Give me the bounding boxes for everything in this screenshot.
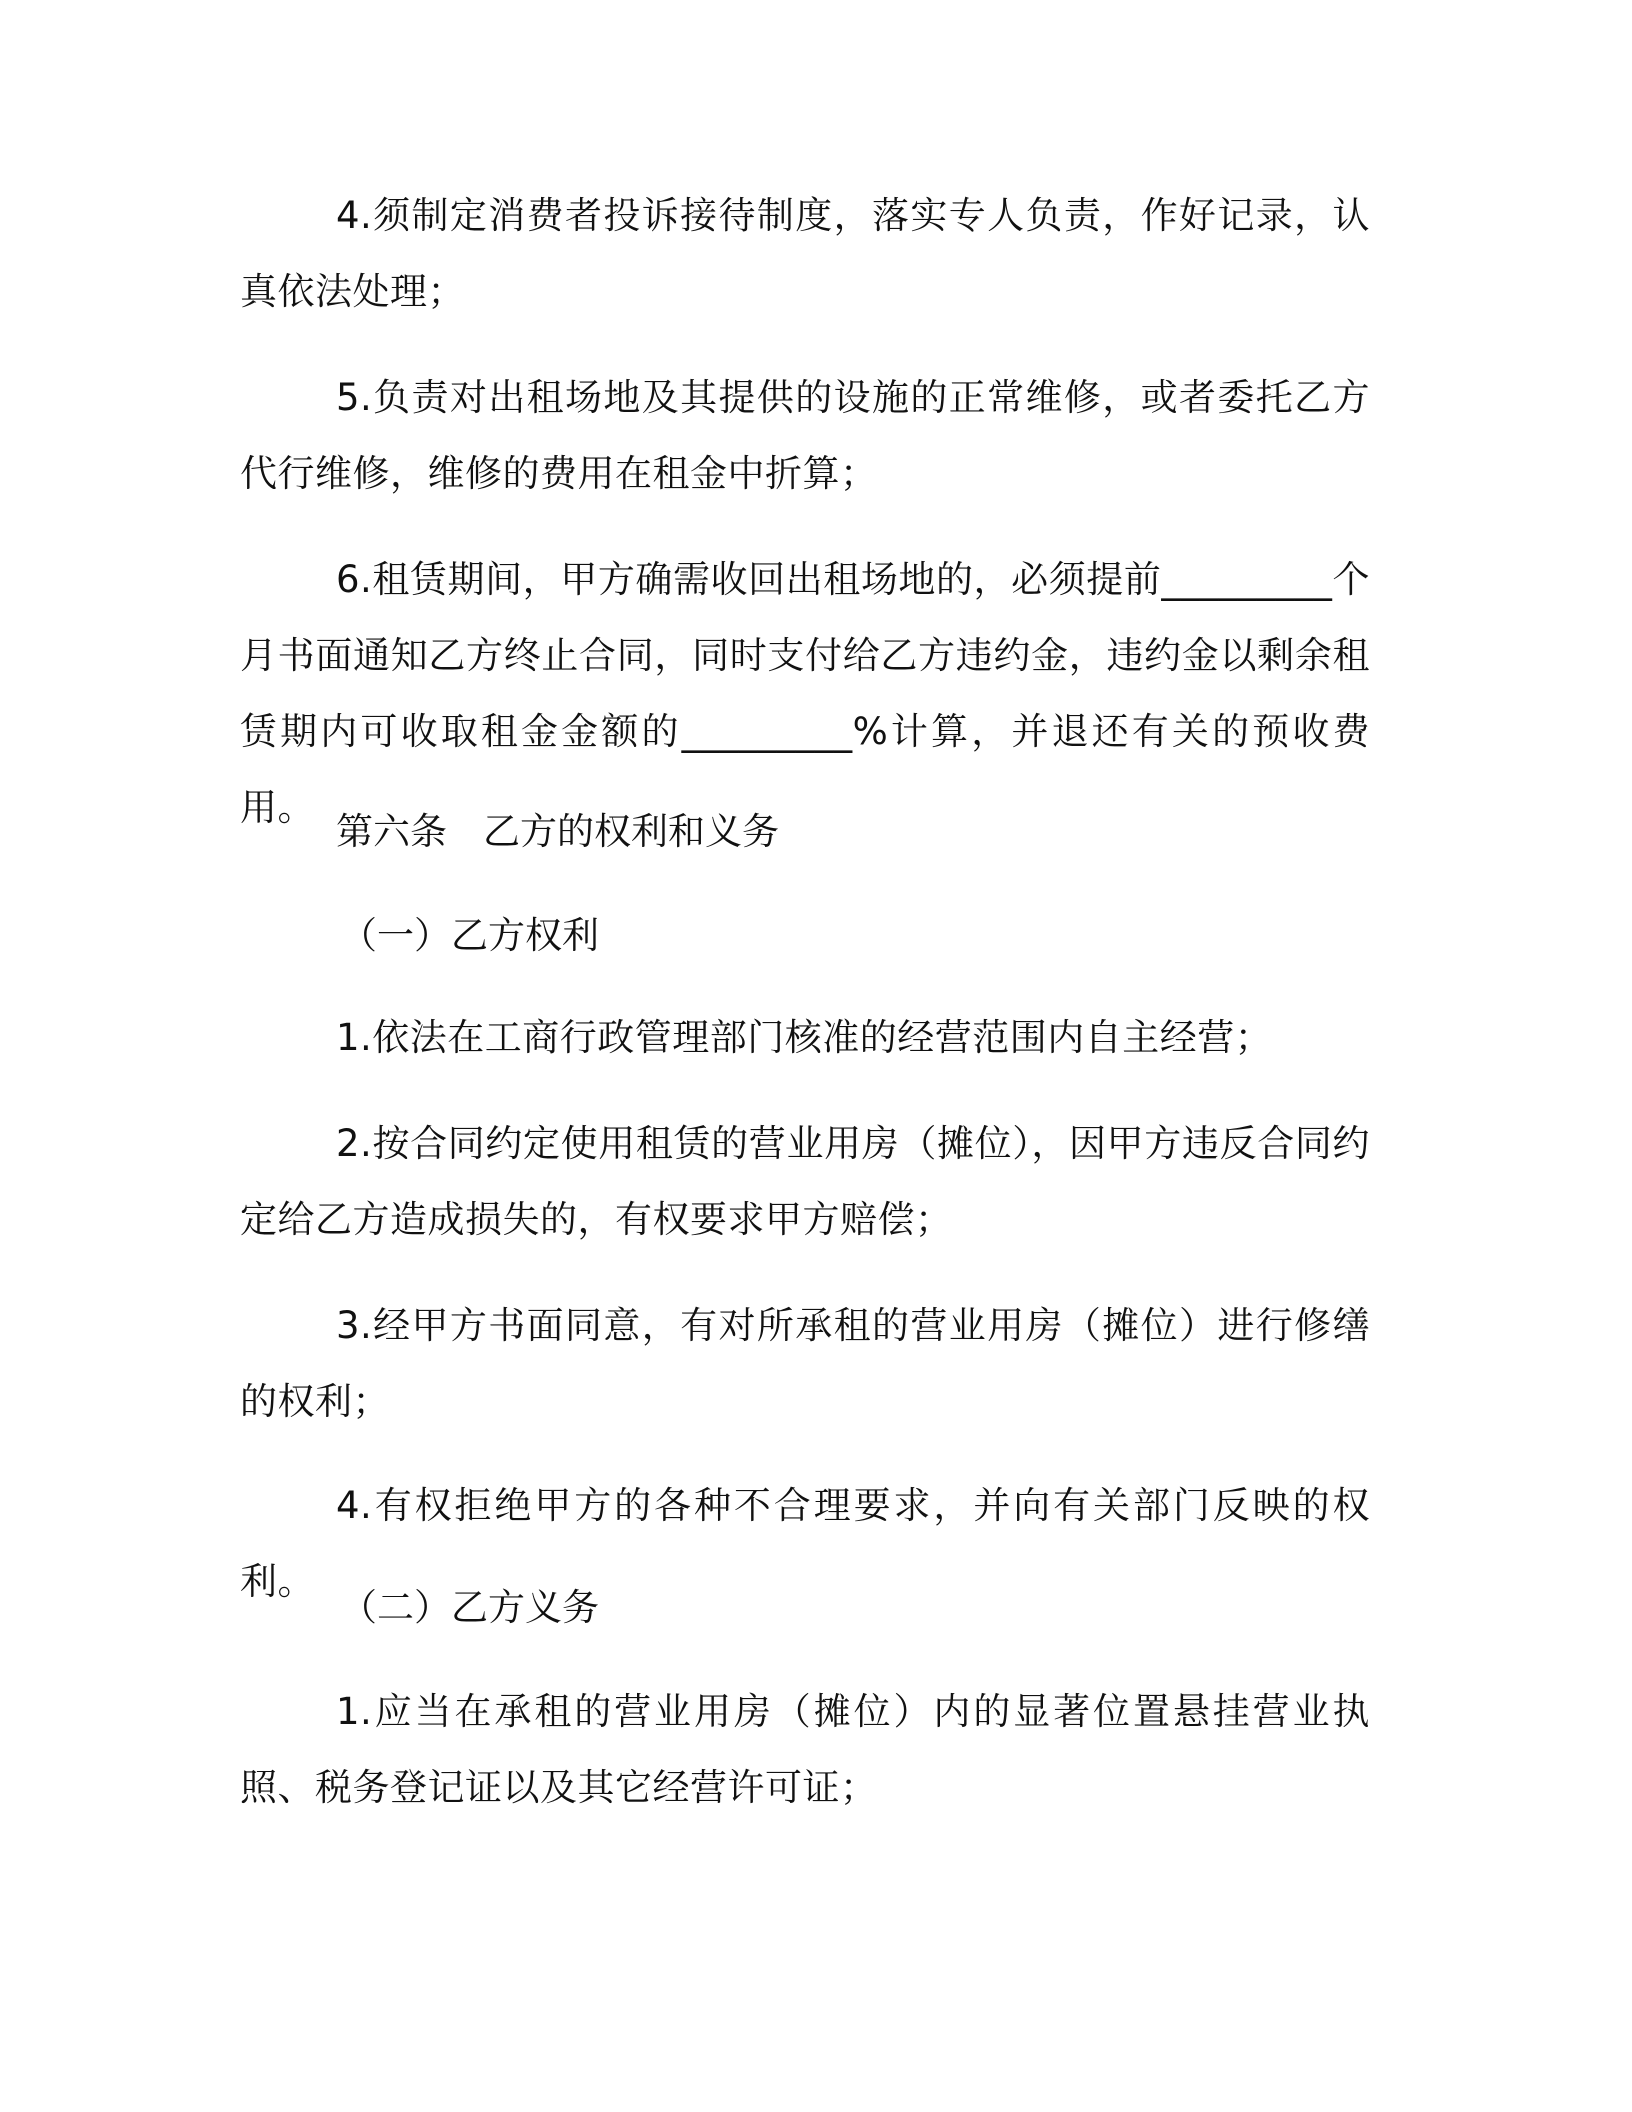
article-title: 乙方的权利和义务 (483, 810, 779, 853)
duties-heading: （二）乙方义务 (340, 1586, 599, 1629)
duties-item-1: 1.应当在承租的营业用房（摊位）内的显著位置悬挂营业执照、税务登记证以及其它经营许可证； (240, 1690, 1370, 1809)
paragraph-item-5: 5.负责对出租场地及其提供的设施的正常维修，或者委托乙方代行维修，维修的费用在租金中折算； (240, 376, 1370, 495)
rights-item-1: 1.依法在工商行政管理部门核准的经营范围内自主经营； (336, 1016, 1273, 1059)
rights-item-4: 4.有权拒绝甲方的各种不合理要求，并向有关部门反映的权利。 (240, 1484, 1370, 1603)
rights-heading: （一）乙方权利 (340, 914, 599, 957)
paragraph-item-6: 6.租赁期间，甲方确需收回出租场地的，必须提前_________个月书面通知乙方终止合同，同时支付给乙方违约金，违约金以剩余租赁期内可收取租金金额的_________%计算，并退还有关的预收费用。 (240, 558, 1370, 829)
article-number: 第六条 (336, 810, 447, 853)
paragraph-item-4: 4.须制定消费者投诉接待制度，落实专人负责，作好记录，认真依法处理； (240, 194, 1370, 313)
rights-item-2: 2.按合同约定使用租赁的营业用房（摊位），因甲方违反合同约定给乙方造成损失的，有权要求甲方赔偿； (240, 1122, 1370, 1241)
article-heading (336, 794, 779, 870)
rights-item-3: 3.经甲方书面同意，有对所承租的营业用房（摊位）进行修缮的权利； (240, 1304, 1370, 1423)
